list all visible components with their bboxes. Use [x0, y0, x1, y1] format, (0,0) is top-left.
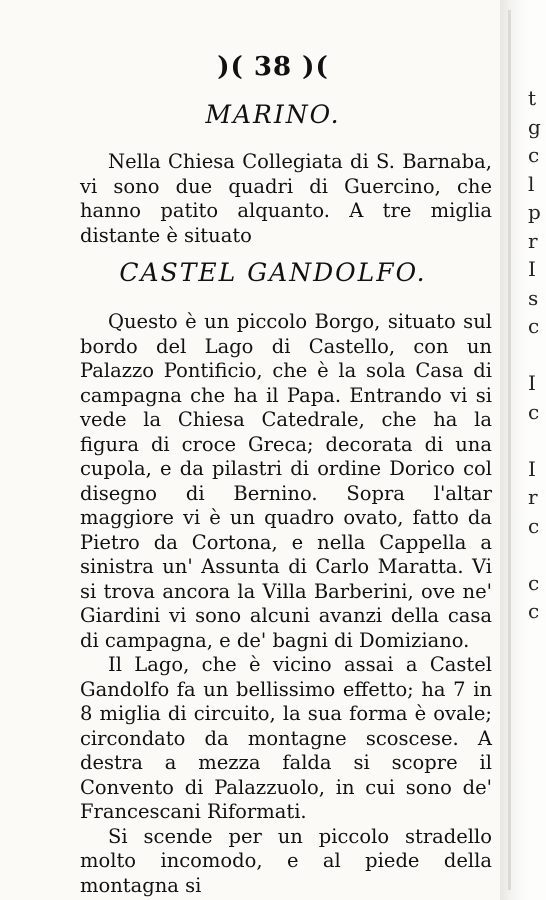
- facing-page-edge-text: t g c l p r I s c I c I r c c c: [528, 86, 541, 623]
- page-number: )( 38 )(: [217, 52, 329, 82]
- binding-shadow: [508, 10, 511, 890]
- section-body-castel-gandolfo: [80, 310, 492, 898]
- paragraph: Nella Chiesa Collegiata di S. Barnaba, vi sono due quadri di Guercino, che hanno patito alquanto. A tre miglia distante è situato: [80, 150, 492, 247]
- section-title-marino: MARINO.: [205, 100, 341, 129]
- paragraph: Questo è un piccolo Borgo, situato sul bordo del Lago di Castello, con un Palazzo Pontificio, che è la sola Casa di campagna che ha il Papa. Entrando vi si vede la Chiesa Catedrale, che ha la figura di croce Greca; decorata di una cupola, e da pilastri di ordine Dorico col disegno di Bernino. Sopra l'altar maggiore vi è un quadro ovato, fatto da Pietro da Cortona, e nella Cappella a sinistra un' Assunta di Carlo Maratta. Vi si trova ancora la Villa Barberini, ove ne' Giardini vi sono alcuni avanzi della casa di campagna, e de' bagni di Domiziano.: [80, 310, 492, 652]
- paragraph: Si scende per un piccolo stradello molto incomodo, e al piede della montagna si: [80, 824, 492, 897]
- paragraph: Il Lago, che è vicino assai a Castel Gandolfo fa un bellissimo effetto; ha 7 in 8 miglia di circuito, la sua forma è ovale; circondato da montagne scoscese. A destra a mezza falda si scopre il Convento di Palazzuolo, in cui sono de' Francescani Riformati.: [80, 653, 492, 823]
- section-title-castel-gandolfo: CASTEL GANDOLFO.: [119, 258, 427, 287]
- section-body-marino: [80, 150, 492, 248]
